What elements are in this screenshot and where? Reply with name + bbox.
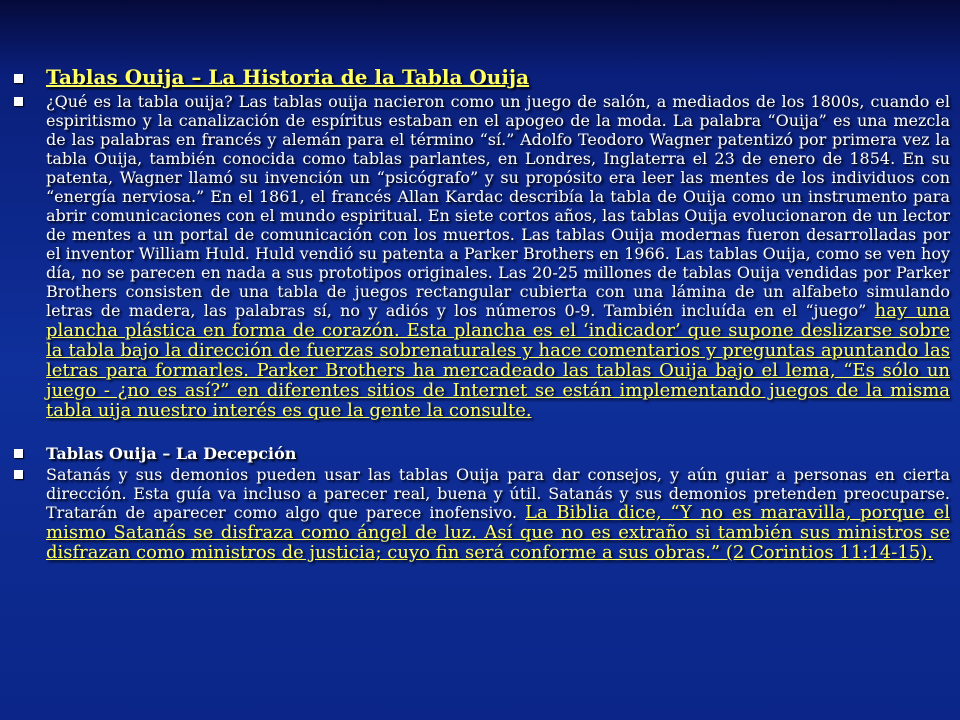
square-bullet-icon	[14, 97, 23, 106]
square-bullet-icon	[14, 470, 23, 479]
section1-body-highlight: hay una plancha plástica en forma de corazón. Esta plancha es el ‘indicador’ que supone deslizarse sobre la tabla bajo la dirección de fuerzas sobrenaturales y hace comentarios y preguntas apuntando las letras para formarles. Parker Brothers ha mercadeado las tablas Ouija bajo el lema, “Es sólo un juego - ¿no es así?” en diferentes sitios de Internet se están implementando juegos de la misma tabla uija nuestro interés es que la gente la consulte.	[46, 300, 950, 421]
section2-body-text: Satanás y sus demonios pueden usar las tablas Ouija para dar consejos, y aún guiar a personas en cierta dirección. Esta guía va incluso a parecer real, buena y útil. Satanás y sus demonios pretenden preocuparse. Tratarán de aparecer como algo que parece inofensivo.	[46, 465, 950, 522]
section2-title-text: Tablas Ouija – La Decepción	[46, 444, 297, 463]
section2-title	[14, 443, 950, 465]
section1-body	[14, 92, 950, 421]
section1-title	[14, 64, 950, 90]
section2-body-highlight: La Biblia dice, “Y no es maravilla, porque el mismo Satanás se disfraza como ángel de luz. Así que no es extraño si también sus ministros se disfrazan como ministros de justicia; cuyo fin será conforme a sus obras.” (2 Corintios 11:14-15).	[46, 502, 950, 563]
section1-title-text: Tablas Ouija – La Historia de la Tabla Ouija	[46, 65, 530, 89]
section1-body-text: ¿Qué es la tabla ouija? Las tablas ouija nacieron como un juego de salón, a mediados de los 1800s, cuando el espiritismo y la canalización de espíritus estaban en el apogeo de la moda. La palabra “Ouija” es una mezcla de las palabras en francés y alemán para el término “sí.” Adolfo Teodoro Wagner patentizó por primera vez la tabla Ouija, también conocida como tablas parlantes, en Londres, Inglaterra el 23 de enero de 1854. En su patenta, Wagner llamó su invención un “psicógrafo” y su propósito era leer las mentes de los individuos con “energía nerviosa.” En el 1861, el francés Allan Kardac describía la tabla de Ouija como un instrumento para abrir comunicaciones con el mundo espiritual. En siete cortos años, las tablas Ouija evolucionaron de un lector de mentes a un portal de comunicación con los muertos. Las tablas Ouija modernas fueron desarrolladas por el inventor William Huld. Huld vendió su patenta a Parker Brothers en 1966. Las tablas Ouija, como se ven hoy día, no se parecen en nada a sus prototipos originales. Las 20-25 millones de tablas Ouija vendidas por Parker Brothers consisten de una tabla de juegos rectangular cubierta con una lámina de un alfabeto simulando letras de madera, las palabras sí, no y adiós y los números 0-9. También incluída en el “juego”	[46, 92, 950, 320]
square-bullet-icon	[14, 449, 23, 458]
section2-body	[14, 465, 950, 563]
square-bullet-icon	[14, 74, 23, 83]
bullet-list	[14, 64, 950, 563]
